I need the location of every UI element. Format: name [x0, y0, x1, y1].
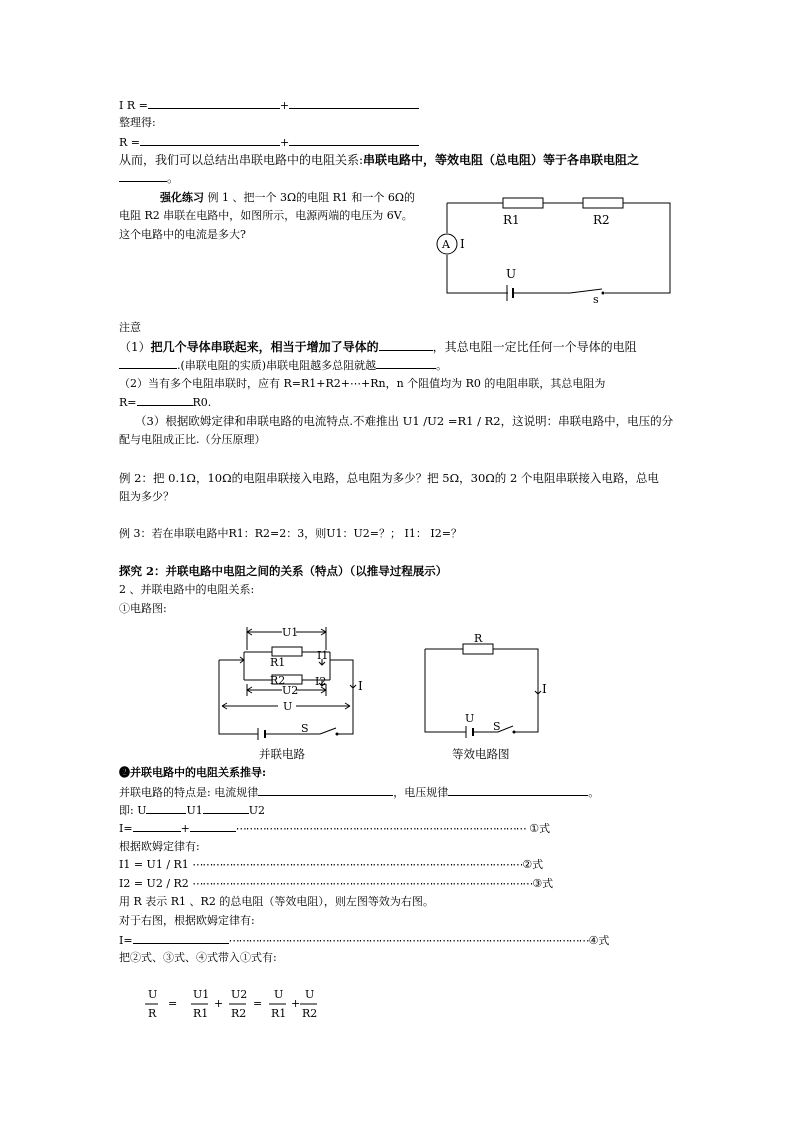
r1-label: R1	[503, 213, 520, 227]
derivation-line9: I= ⋯⋯⋯⋯⋯⋯⋯⋯⋯⋯⋯⋯⋯⋯⋯⋯⋯⋯⋯⋯⋯⋯⋯⋯⋯⋯⋯⋯⋯⋯⋯⋯⋯⋯⋯⋯④式	[119, 934, 610, 947]
blank	[146, 802, 186, 814]
ir-equation-line: I R = +	[119, 97, 419, 114]
s-label: S	[301, 722, 309, 735]
term1-denominator: R	[148, 1007, 157, 1020]
i-label: I	[542, 682, 547, 696]
equals-sign: =	[253, 997, 263, 1010]
term2-denominator: R1	[193, 1007, 209, 1020]
blank	[203, 802, 249, 814]
derivation-line6: I2 = U2 / R2 ⋯⋯⋯⋯⋯⋯⋯⋯⋯⋯⋯⋯⋯⋯⋯⋯⋯⋯⋯⋯⋯⋯⋯⋯⋯⋯⋯⋯⋯⋯⋯⋯⋯⋯③式	[119, 877, 554, 890]
plus-sign: +	[214, 997, 224, 1010]
example1-line1: 强化练习 例 1 、把一个 3Ω的电阻 R1 和一个 6Ω的	[160, 191, 415, 204]
equivalent-caption: 等效电路图	[452, 747, 510, 761]
example2-line1: 例 2：把 0.1Ω，10Ω的电阻串联接入电路，总电阻为多少？把 5Ω，30Ω的 2 个电阻串联接入电路，总电	[119, 471, 659, 485]
term4-denominator: R1	[271, 1007, 287, 1020]
derivation-line8: 对于右图，根据欧姆定律有:	[119, 914, 255, 927]
r-equation-line: R = +	[119, 134, 419, 151]
term3-numerator: U2	[231, 988, 248, 1001]
blank	[119, 170, 167, 182]
equivalent-circuit-diagram	[420, 630, 550, 740]
u2-label: U2	[282, 684, 299, 697]
example3: 例 3：若在串联电路中R1：R2=2：3，则U1：U2=？； I1： I2=？	[119, 527, 462, 540]
voltage-label: U	[506, 267, 517, 281]
term1-numerator: U	[148, 988, 158, 1001]
note2-line2: R= R0.	[119, 396, 212, 409]
example1-line3: 这个电路中的电流是多大?	[119, 228, 246, 241]
derivation-line4: 根据欧姆定律有:	[119, 840, 200, 853]
derivation-line3: I= + ⋯⋯⋯⋯⋯⋯⋯⋯⋯⋯⋯⋯⋯⋯⋯⋯⋯⋯⋯⋯⋯⋯⋯⋯⋯⋯⋯⋯⋯ ①式	[119, 822, 551, 835]
derivation-line10: 把②式、③式、④式带入①式有:	[119, 951, 277, 964]
blank	[133, 932, 229, 944]
note-title: 注意	[119, 321, 141, 334]
blank	[289, 134, 419, 146]
current-label: I	[460, 237, 465, 251]
blank	[137, 394, 193, 406]
term2-numerator: U1	[193, 988, 210, 1001]
ammeter-label: A	[442, 238, 450, 251]
derivation-line5: I1 = U1 / R1 ⋯⋯⋯⋯⋯⋯⋯⋯⋯⋯⋯⋯⋯⋯⋯⋯⋯⋯⋯⋯⋯⋯⋯⋯⋯⋯⋯⋯⋯⋯⋯⋯⋯②式	[119, 858, 544, 871]
blank	[258, 784, 393, 796]
term4-numerator: U	[274, 988, 284, 1001]
parallel-relation-heading: 2 、并联电路中的电阻关系:	[119, 583, 255, 596]
blank	[119, 357, 177, 369]
note3-line2: 配与电阻成正比.（分压原理）	[119, 433, 266, 446]
r1-label: R1	[270, 656, 286, 669]
derivation-heading: ❷并联电路中的电阻关系推导:	[119, 766, 267, 779]
u-label: U	[465, 712, 475, 725]
i2-label: I2	[315, 675, 327, 688]
circuit-diagram-label: ①电路图:	[119, 602, 167, 615]
example1-line2: 电阻 R2 串联在电路中，如图所示，电源两端的电压为 6V。	[119, 209, 413, 222]
series-circuit-diagram	[430, 190, 680, 305]
note1-line2: .(串联电阻的实质)串联电阻越多总阻就越 。	[119, 357, 447, 374]
plus-sign: +	[291, 997, 301, 1010]
blank	[379, 339, 433, 351]
blank	[133, 820, 181, 832]
term5-denominator: R2	[302, 1007, 318, 1020]
blank	[140, 134, 280, 146]
explore2-heading: 探究 2：并联电路中电阻之间的关系（特点）（以推导过程展示）	[119, 564, 448, 578]
parallel-resistance-formula	[140, 985, 340, 1025]
arrange-label: 整理得:	[119, 116, 156, 129]
blank	[148, 97, 280, 109]
note2-line1: （2）当有多个电阻串联时，应有 R=R1+R2+⋯+Rn，n 个阻值均为 R0 的电阻串联，其总电阻为	[119, 377, 606, 390]
blank	[376, 357, 436, 369]
term3-denominator: R2	[231, 1007, 247, 1020]
r2-label: R2	[593, 213, 610, 227]
note1-line1: （1）把几个导体串联起来，相当于增加了导体的 ，其总电阻一定比任何一个导体的电阻	[119, 340, 637, 354]
derivation-line1: 并联电路的特点是: 电流规律 ，电压规律 。	[119, 786, 600, 799]
example2-line2: 阻为多少？	[119, 490, 174, 503]
derivation-line2: 即: U U1 U2	[119, 804, 266, 817]
u-label: U	[283, 700, 293, 713]
switch-label: s	[593, 293, 599, 305]
i1-label: I1	[317, 649, 329, 662]
series-conclusion-end: 。	[119, 170, 179, 186]
s-label: S	[493, 720, 501, 733]
r-label: R	[474, 632, 483, 645]
u1-label: U1	[282, 626, 299, 639]
parallel-caption: 并联电路	[259, 747, 305, 761]
i-label: I	[358, 679, 363, 693]
note3-line1: （3）根据欧姆定律和串联电路的电流特点.不难推出 U1 /U2 =R1 / R2，这说明：串联电路中，电压的分	[135, 414, 674, 428]
term5-numerator: U	[305, 988, 315, 1001]
blank	[190, 820, 236, 832]
blank	[289, 97, 419, 109]
parallel-circuit-diagram	[210, 622, 370, 740]
equals-sign: =	[168, 997, 178, 1010]
series-conclusion: 从而，我们可以总结出串联电路中的电阻关系:串联电路中，等效电阻（总电阻）等于各串联电阻之	[119, 153, 640, 167]
derivation-line7: 用 R 表示 R1 、R2 的总电阻（等效电阻），则左图等效为右图。	[119, 895, 434, 908]
blank	[448, 784, 588, 796]
r2-label: R2	[270, 674, 286, 687]
